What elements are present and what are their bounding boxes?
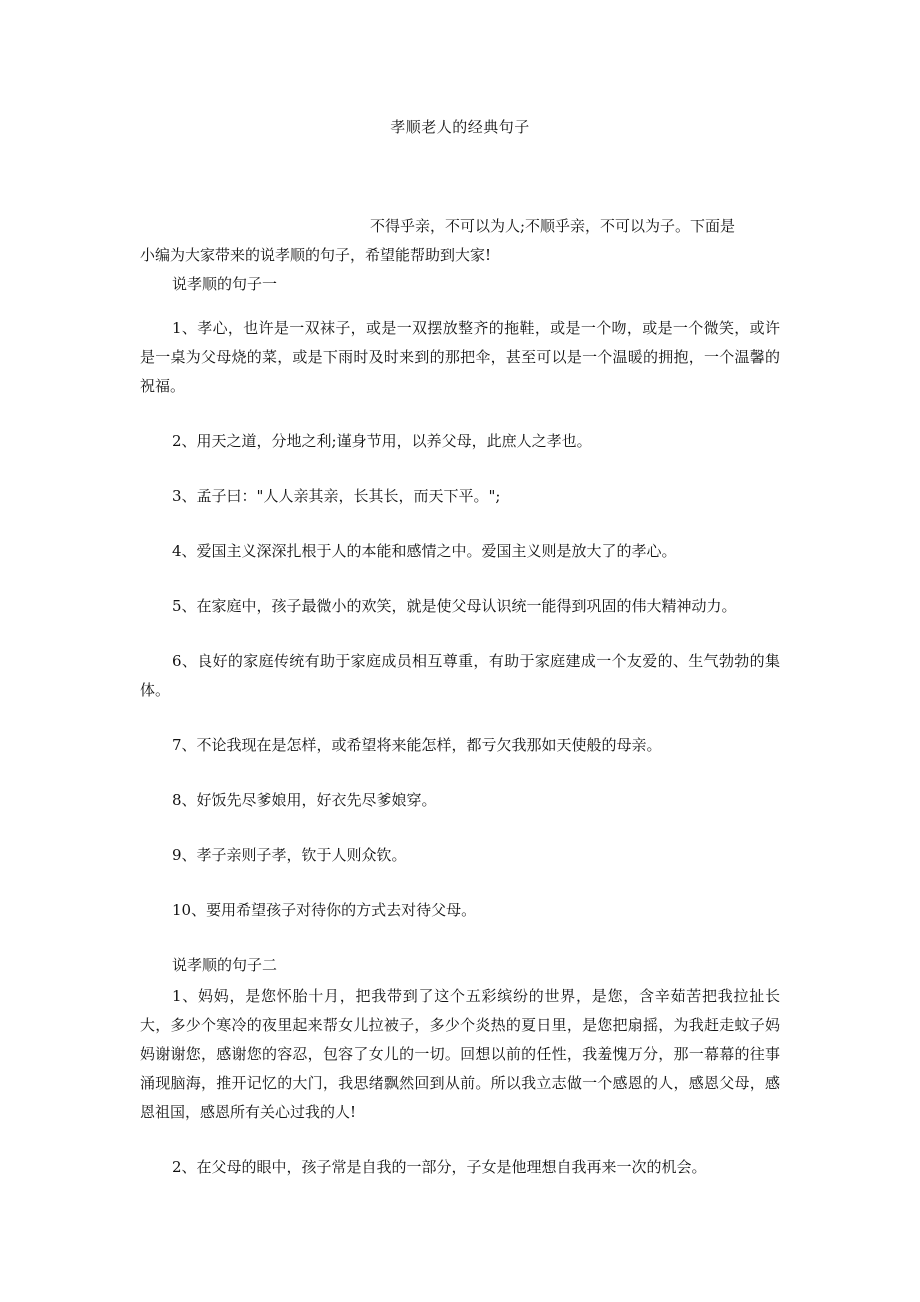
section-1-item: 8、好饭先尽爹娘用，好衣先尽爹娘穿。 <box>172 791 437 809</box>
section-2-heading: 说孝顺的句子二 <box>172 956 278 974</box>
section-2-item: 1、妈妈，是您怀胎十月，把我带到了这个五彩缤纷的世界，是您，含辛茹苦把我拉扯长大，多少个寒冷的夜里起来帮女儿拉被子，多少个炎热的夏日里，是您把扇摇，为我赶走蚊子妈妈谢谢您，感谢您的容忍，包容了女儿的一切。回想以前的任性，我羞愧万分，那一幕幕的往事涌现脑海，推开记忆的大门，我思绪飘然回到从前。所以我立志做一个感恩的人，感恩父母，感恩祖国，感恩所有关心过我的人! <box>140 987 780 1121</box>
section-2-item: 2、在父母的眼中，孩子常是自我的一部分，子女是他理想自我再来一次的机会。 <box>172 1158 707 1176</box>
section-1-item: 4、爱国主义深深扎根于人的本能和感情之中。爱国主义则是放大了的孝心。 <box>172 542 677 560</box>
intro-line-1: 不得乎亲，不可以为人;不顺乎亲，不可以为子。下面是 <box>370 217 736 235</box>
document-title: 孝顺老人的经典句子 <box>390 118 530 136</box>
section-1-item: 9、孝子亲则子孝，钦于人则众钦。 <box>172 846 407 864</box>
section-1-item: 2、用天之道，分地之利;谨身节用，以养父母，此庶人之孝也。 <box>172 432 592 450</box>
intro-line-2: 小编为大家带来的说孝顺的句子，希望能帮助到大家! <box>140 246 492 264</box>
section-1-item: 7、不论我现在是怎样，或希望将来能怎样，都亏欠我那如天使般的母亲。 <box>172 736 662 754</box>
section-1-item: 10、要用希望孩子对待你的方式去对待父母。 <box>172 901 477 919</box>
section-1-item: 3、孟子曰："人人亲其亲，长其长，而天下平。"; <box>172 487 501 505</box>
document-body <box>140 212 780 1182</box>
section-1-item: 1、孝心，也许是一双袜子，或是一双摆放整齐的拖鞋，或是一个吻，或是一个微笑，或许是一桌为父母烧的菜，或是下雨时及时来到的那把伞，甚至可以是一个温暖的拥抱，一个温馨的祝福。 <box>140 319 780 395</box>
section-1-item: 6、良好的家庭传统有助于家庭成员相互尊重，有助于家庭建成一个友爱的、生气勃勃的集体。 <box>140 652 780 699</box>
section-1-heading: 说孝顺的句子一 <box>172 275 278 293</box>
section-1-item: 5、在家庭中，孩子最微小的欢笑，就是使父母认识统一能得到巩固的伟大精神动力。 <box>172 597 737 615</box>
